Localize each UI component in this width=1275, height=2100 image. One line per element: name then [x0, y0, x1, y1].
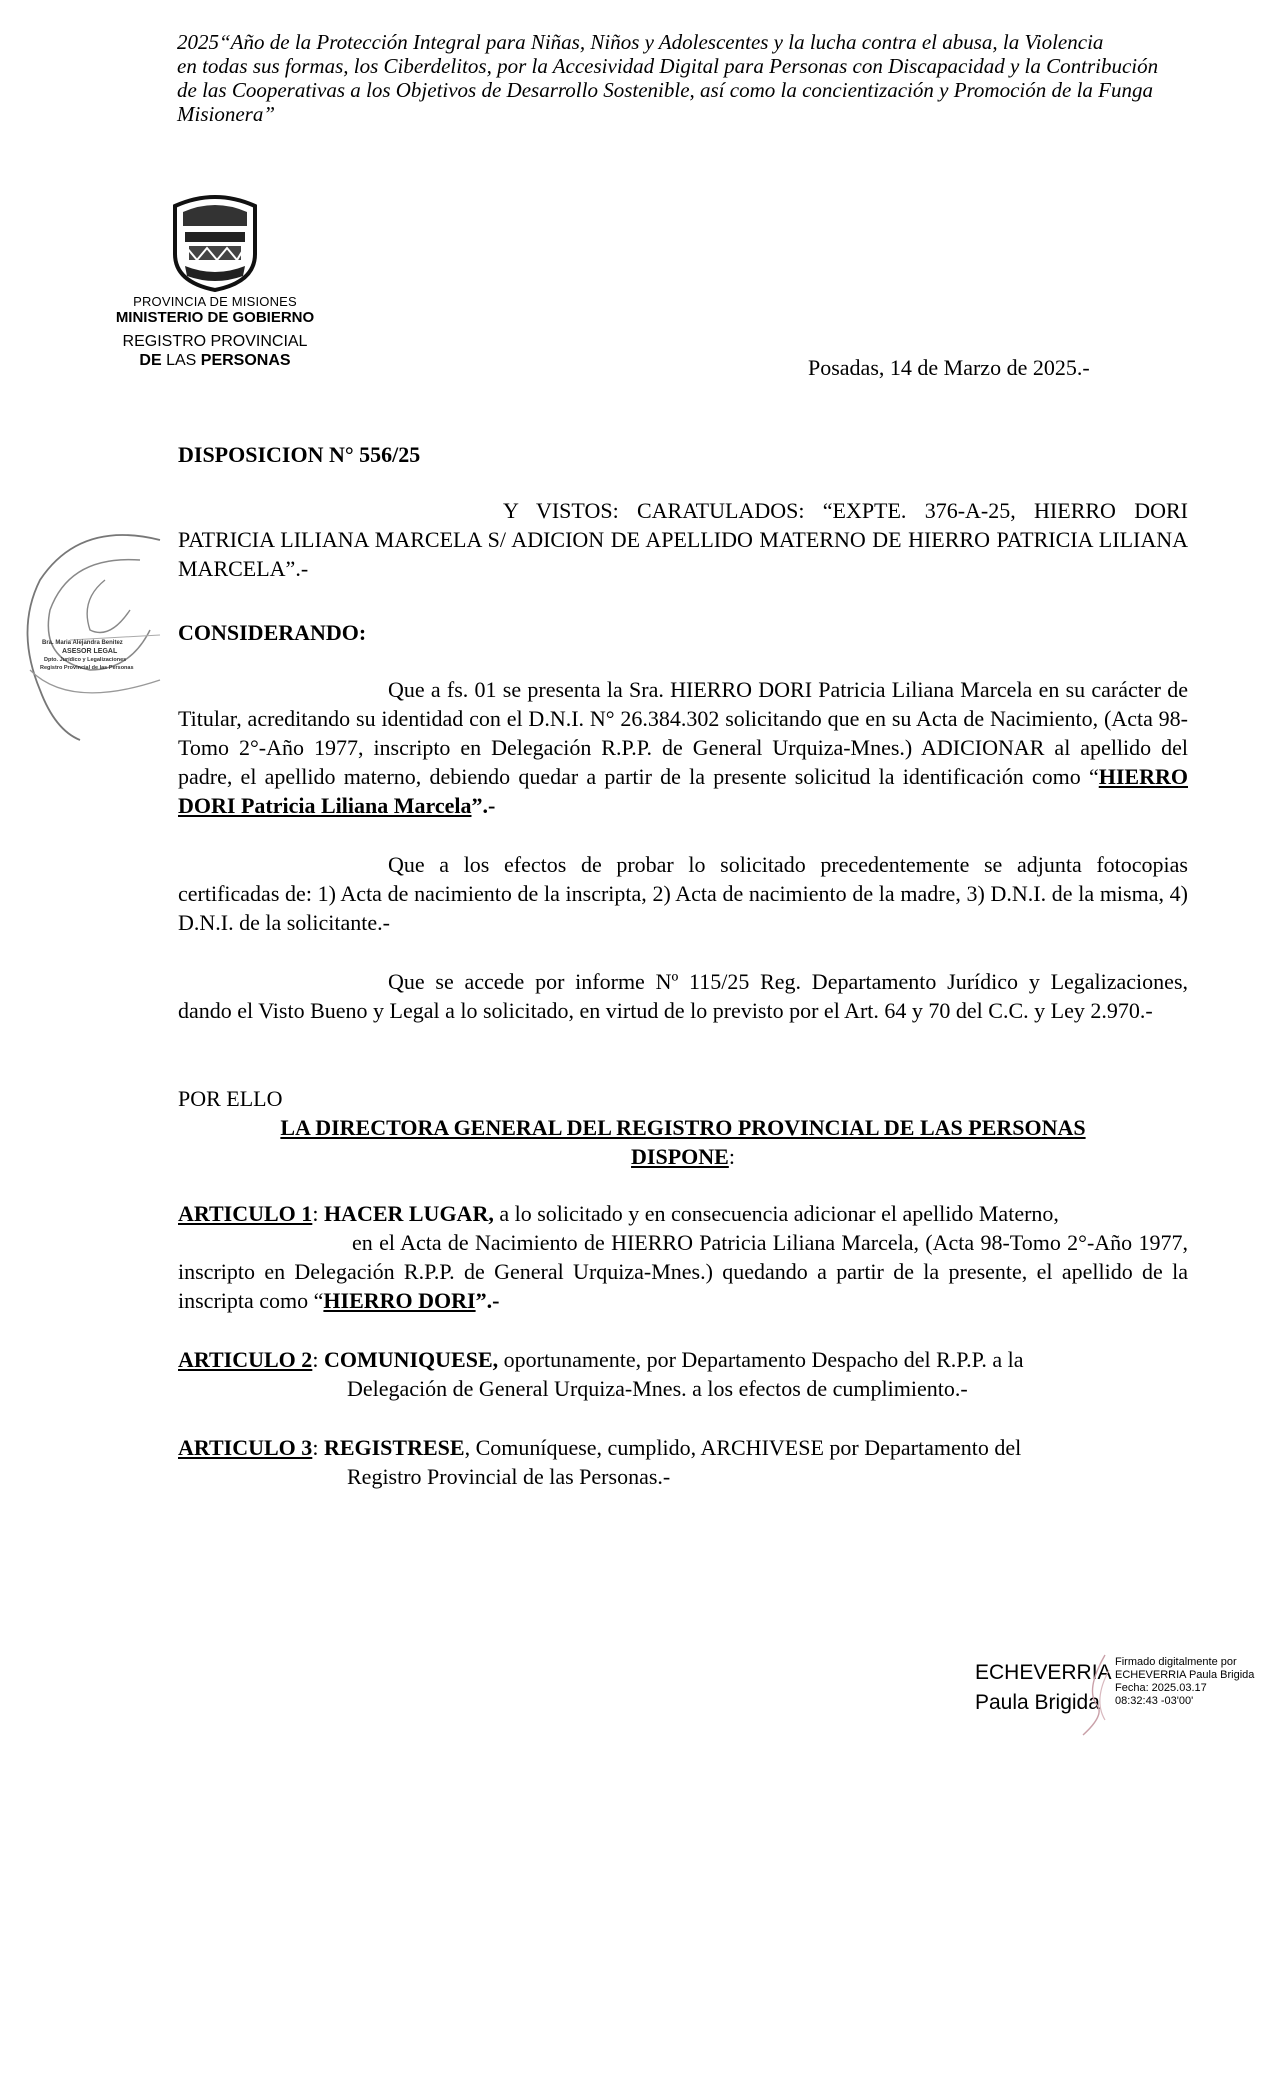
- logo-ministry: MINISTERIO DE GOBIERNO: [115, 309, 315, 326]
- document-date: Posadas, 14 de Marzo de 2025.-: [808, 355, 1090, 380]
- article-2-line1: [178, 1345, 1188, 1374]
- ministry-logo: [85, 192, 345, 370]
- motto-line: 2025“Año de la Protección Integral para Niñas, Niños y Adolescentes y la lucha contra el abusa, la Violencia: [177, 30, 1104, 54]
- article-end: ”.-: [475, 1288, 500, 1313]
- article-text: a lo solicitado y en consecuencia adicionar el apellido Materno,: [493, 1201, 1059, 1226]
- header-motto: [177, 30, 1182, 126]
- article-text: oportunamente, por Departamento Despacho del R.P.P. a la: [498, 1347, 1024, 1372]
- vistos-paragraph: Y VISTOS: CARATULADOS: “EXPTE. 376-A-25, HIERRO DORI PATRICIA LILIANA MARCELA S/ ADICION DE APELLIDO MATERNO DE HIERRO PATRICIA LILIANA MARCELA”.-: [178, 498, 1188, 581]
- dispone-colon: :: [728, 1144, 735, 1169]
- signer-surname: ECHEVERRIA: [975, 1661, 1112, 1684]
- directora-heading: [178, 1113, 1188, 1171]
- article-3-line1: [178, 1433, 1188, 1462]
- signer-given-name: Paula Brigida: [975, 1691, 1100, 1714]
- logo-province: PROVINCIA DE MISIONES: [133, 294, 297, 309]
- dispone-heading: [178, 1142, 1188, 1171]
- article-name: HIERRO DORI: [323, 1288, 476, 1313]
- article-2-line2: Delegación de General Urquiza-Mnes. a los efectos de cumplimiento.-: [347, 1376, 968, 1401]
- paragraph-text: Que a fs. 01 se presenta la Sra. HIERRO DORI Patricia Liliana Marcela en su carácter de Titular, acreditando su identidad con el D.N.I. N° 26.384.302 solicitando que en su Acta de Nacimiento, (Acta 98-Tomo 2°-Año 1977, inscripto en Delegación R.P.P. de General Urquiza-Mnes.) ADICIONAR al apellido del padre, el apellido materno, debiendo quedar a partir de la presente solicitud la identificación como “: [178, 677, 1188, 789]
- article-colon: :: [312, 1435, 324, 1460]
- article-text: , Comuníquese, cumplido, ARCHIVESE por Departamento del: [464, 1435, 1022, 1460]
- motto-line: de las Cooperativas a los Objetivos de Desarrollo Sostenible, así como la concientización y Promoción de la Funga: [177, 78, 1153, 102]
- article-1: [178, 1199, 1188, 1315]
- article-label: ARTICULO 2: [178, 1347, 313, 1372]
- signature-stroke-icon: [1075, 1650, 1115, 1740]
- logo-registry-las: LAS: [161, 352, 201, 369]
- article-1-line1: [178, 1199, 1188, 1228]
- article-lead: HACER LUGAR,: [323, 1201, 494, 1226]
- signature-detail-line: 08:32:43 -03'00': [1115, 1695, 1194, 1707]
- article-colon: :: [312, 1201, 324, 1226]
- article-lead: REGISTRESE: [323, 1435, 465, 1460]
- disposition-title: DISPOSICION N° 556/25: [178, 442, 421, 467]
- svg-text:Dpto. Jurídico y Legalizacione: Dpto. Jurídico y Legalizaciones: [44, 657, 127, 663]
- dispone-word: DISPONE: [631, 1144, 729, 1169]
- logo-registry: REGISTRO PROVINCIAL: [122, 333, 308, 350]
- considerando-title: CONSIDERANDO:: [178, 620, 367, 645]
- provincial-seal-icon: [167, 192, 263, 292]
- logo-registry-de: DE: [139, 352, 162, 369]
- considerando-paragraph-2: Que a los efectos de probar lo solicitado precedentemente se adjunta fotocopias certificadas de: 1) Acta de nacimiento de la inscripta, 2) Acta de nacimiento de la madre, 3) D.N.I. de la misma, 4) D.N.I. de la solicitante.-: [178, 852, 1188, 935]
- motto-line: en todas sus formas, los Ciberdelitos, por la Accesividad Digital para Personas con Discapacidad y la Contribución: [177, 54, 1159, 78]
- paragraph-end: ”.-: [471, 793, 496, 818]
- signature-detail-line: Firmado digitalmente por: [1115, 1656, 1237, 1668]
- svg-text:Registro Provincial de las Per: Registro Provincial de las Personas: [40, 665, 134, 671]
- article-colon: :: [312, 1347, 324, 1372]
- considerando-paragraph-3: Que se accede por informe Nº 115/25 Reg. Departamento Jurídico y Legalizaciones, dando el Visto Bueno y Legal a lo solicitado, en virtud de lo previsto por el Art. 64 y 70 del C.C. y Ley 2.970.-: [178, 969, 1188, 1023]
- signature-details: [1115, 1656, 1254, 1708]
- article-label: ARTICULO 3: [178, 1435, 313, 1460]
- signature-detail-line: ECHEVERRIA Paula Brigida: [1115, 1669, 1255, 1681]
- directora-title: LA DIRECTORA GENERAL DEL REGISTRO PROVINCIAL DE LAS PERSONAS: [280, 1115, 1086, 1140]
- signature-detail-line: Fecha: 2025.03.17: [1115, 1682, 1207, 1694]
- svg-text:ASESOR LEGAL: ASESOR LEGAL: [62, 648, 118, 655]
- article-3-line2: Registro Provincial de las Personas.-: [347, 1464, 671, 1489]
- article-text-rest: en el Acta de Nacimiento de HIERRO Patricia Liliana Marcela, (Acta 98-Tomo 2°-Año 1977, inscripto en Delegación R.P.P. de General Urquiza-Mnes.) quedando a partir de la presente, el apellido de la inscripta como “: [178, 1230, 1188, 1313]
- article-lead: COMUNIQUESE,: [323, 1347, 499, 1372]
- motto-line: Misionera”: [177, 102, 276, 126]
- applicant-name: HIERRO DORI Patricia Liliana Marcela: [178, 764, 1188, 818]
- legal-stamp: [10, 520, 180, 755]
- handwritten-signature-icon: [10, 520, 180, 750]
- article-2: [178, 1345, 1188, 1403]
- logo-registry-personas: PERSONAS: [200, 352, 291, 369]
- article-3: [178, 1433, 1188, 1491]
- article-label: ARTICULO 1: [178, 1201, 313, 1226]
- article-1-body: [178, 1228, 1188, 1315]
- por-ello: POR ELLO: [178, 1086, 283, 1111]
- considerando-paragraph-1: [178, 675, 1188, 820]
- digital-signature: [975, 1650, 1275, 1740]
- logo-registry-sub: [85, 352, 345, 370]
- svg-text:Bra. Maria Alejandra Benitez: Bra. Maria Alejandra Benitez: [42, 640, 123, 646]
